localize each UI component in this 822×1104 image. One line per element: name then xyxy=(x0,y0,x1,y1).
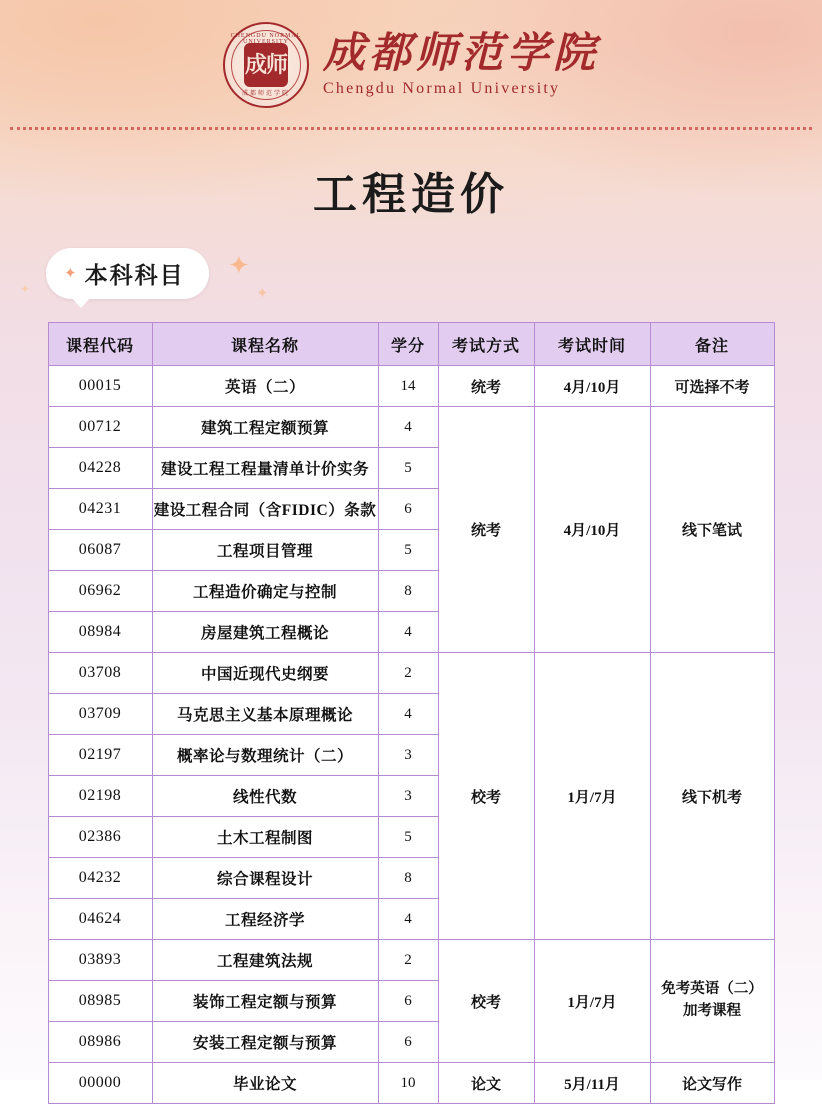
cell-time: 5月/11月 xyxy=(534,1063,650,1104)
cell-name: 建设工程工程量清单计价实务 xyxy=(152,448,378,489)
cell-credit: 6 xyxy=(378,1022,438,1063)
cell-credit: 2 xyxy=(378,940,438,981)
cell-code: 04231 xyxy=(48,489,152,530)
cell-name: 概率论与数理统计（二） xyxy=(152,735,378,776)
col-header-name: 课程名称 xyxy=(152,323,378,366)
cell-code: 08984 xyxy=(48,612,152,653)
cell-remark: 论文写作 xyxy=(650,1063,774,1104)
school-name-en: Chengdu Normal University xyxy=(322,80,561,98)
cell-code: 03893 xyxy=(48,940,152,981)
section-badge xyxy=(46,248,209,299)
cell-name: 毕业论文 xyxy=(152,1063,378,1104)
diamond-icon: ✦ xyxy=(64,265,77,282)
cell-name: 中国近现代史纲要 xyxy=(152,653,378,694)
cell-credit: 3 xyxy=(378,776,438,817)
cell-code: 08985 xyxy=(48,981,152,1022)
col-header-time: 考试时间 xyxy=(534,323,650,366)
col-header-credit: 学分 xyxy=(378,323,438,366)
seal-arc-top-text: CHENGDU NORMAL UNIVERSITY xyxy=(230,33,302,45)
cell-method: 统考 xyxy=(438,366,534,407)
cell-name: 马克思主义基本原理概论 xyxy=(152,694,378,735)
school-name-block xyxy=(323,32,599,98)
table-header-row xyxy=(48,323,774,366)
dotted-divider xyxy=(10,127,812,130)
cell-method: 统考 xyxy=(438,407,534,653)
cell-credit: 3 xyxy=(378,735,438,776)
cell-time: 1月/7月 xyxy=(534,653,650,940)
cell-credit: 6 xyxy=(378,981,438,1022)
cell-name: 土木工程制图 xyxy=(152,817,378,858)
page-title: 工程造价 xyxy=(313,170,509,219)
col-header-code: 课程代码 xyxy=(48,323,152,366)
cell-code: 02386 xyxy=(48,817,152,858)
col-header-method: 考试方式 xyxy=(438,323,534,366)
section-badge-row xyxy=(0,248,822,304)
cell-credit: 6 xyxy=(378,489,438,530)
cell-time: 4月/10月 xyxy=(534,366,650,407)
section-badge-label: 本科科目 xyxy=(84,263,185,288)
cell-code: 06962 xyxy=(48,571,152,612)
cell-credit: 5 xyxy=(378,448,438,489)
cell-credit: 4 xyxy=(378,899,438,940)
cell-code: 03709 xyxy=(48,694,152,735)
cell-name: 综合课程设计 xyxy=(152,858,378,899)
cell-name: 工程项目管理 xyxy=(152,530,378,571)
seal-center-text: 成师 xyxy=(244,43,288,87)
cell-method: 论文 xyxy=(438,1063,534,1104)
cell-method: 校考 xyxy=(438,940,534,1063)
cell-name: 工程经济学 xyxy=(152,899,378,940)
cell-code: 02198 xyxy=(48,776,152,817)
cell-name: 装饰工程定额与预算 xyxy=(152,981,378,1022)
cell-code: 00015 xyxy=(48,366,152,407)
table-row xyxy=(48,940,774,981)
cell-time: 4月/10月 xyxy=(534,407,650,653)
cell-credit: 10 xyxy=(378,1063,438,1104)
cell-name: 建筑工程定额预算 xyxy=(152,407,378,448)
cell-name: 建设工程合同（含FIDIC）条款 xyxy=(152,489,378,530)
table-row xyxy=(48,653,774,694)
cell-credit: 8 xyxy=(378,571,438,612)
cell-code: 00000 xyxy=(48,1063,152,1104)
cell-code: 00712 xyxy=(48,407,152,448)
cell-remark: 免考英语（二）加考课程 xyxy=(650,940,774,1063)
cell-code: 02197 xyxy=(48,735,152,776)
cell-code: 06087 xyxy=(48,530,152,571)
cell-code: 04624 xyxy=(48,899,152,940)
cell-credit: 5 xyxy=(378,817,438,858)
cell-time: 1月/7月 xyxy=(534,940,650,1063)
cell-remark: 线下机考 xyxy=(650,653,774,940)
cell-credit: 8 xyxy=(378,858,438,899)
cell-name: 英语（二） xyxy=(152,366,378,407)
course-table xyxy=(48,322,775,1104)
school-header xyxy=(0,0,822,128)
cell-credit: 4 xyxy=(378,612,438,653)
cell-credit: 4 xyxy=(378,407,438,448)
cell-name: 工程造价确定与控制 xyxy=(152,571,378,612)
table-row xyxy=(48,407,774,448)
cell-code: 04232 xyxy=(48,858,152,899)
cell-code: 08986 xyxy=(48,1022,152,1063)
cell-remark: 可选择不考 xyxy=(650,366,774,407)
cell-name: 安装工程定额与预算 xyxy=(152,1022,378,1063)
university-seal-icon xyxy=(223,22,309,108)
school-name-cn: 成都师范学院 xyxy=(322,30,600,77)
sparkle-icon: ✦ xyxy=(20,282,31,296)
cell-name: 线性代数 xyxy=(152,776,378,817)
table-row xyxy=(48,1063,774,1104)
cell-credit: 14 xyxy=(378,366,438,407)
cell-name: 工程建筑法规 xyxy=(152,940,378,981)
cell-method: 校考 xyxy=(438,653,534,940)
cell-credit: 5 xyxy=(378,530,438,571)
seal-arc-bottom-text: 成都师范学院 xyxy=(241,91,290,97)
cell-remark: 线下笔试 xyxy=(650,407,774,653)
school-logo-group xyxy=(223,22,599,108)
cell-code: 04228 xyxy=(48,448,152,489)
table-row xyxy=(48,366,774,407)
cell-credit: 4 xyxy=(378,694,438,735)
cell-credit: 2 xyxy=(378,653,438,694)
col-header-remark: 备注 xyxy=(650,323,774,366)
sparkle-icon: ✦ xyxy=(256,285,269,302)
cell-code: 03708 xyxy=(48,653,152,694)
cell-name: 房屋建筑工程概论 xyxy=(152,612,378,653)
sparkle-icon: ✦ xyxy=(228,250,250,280)
